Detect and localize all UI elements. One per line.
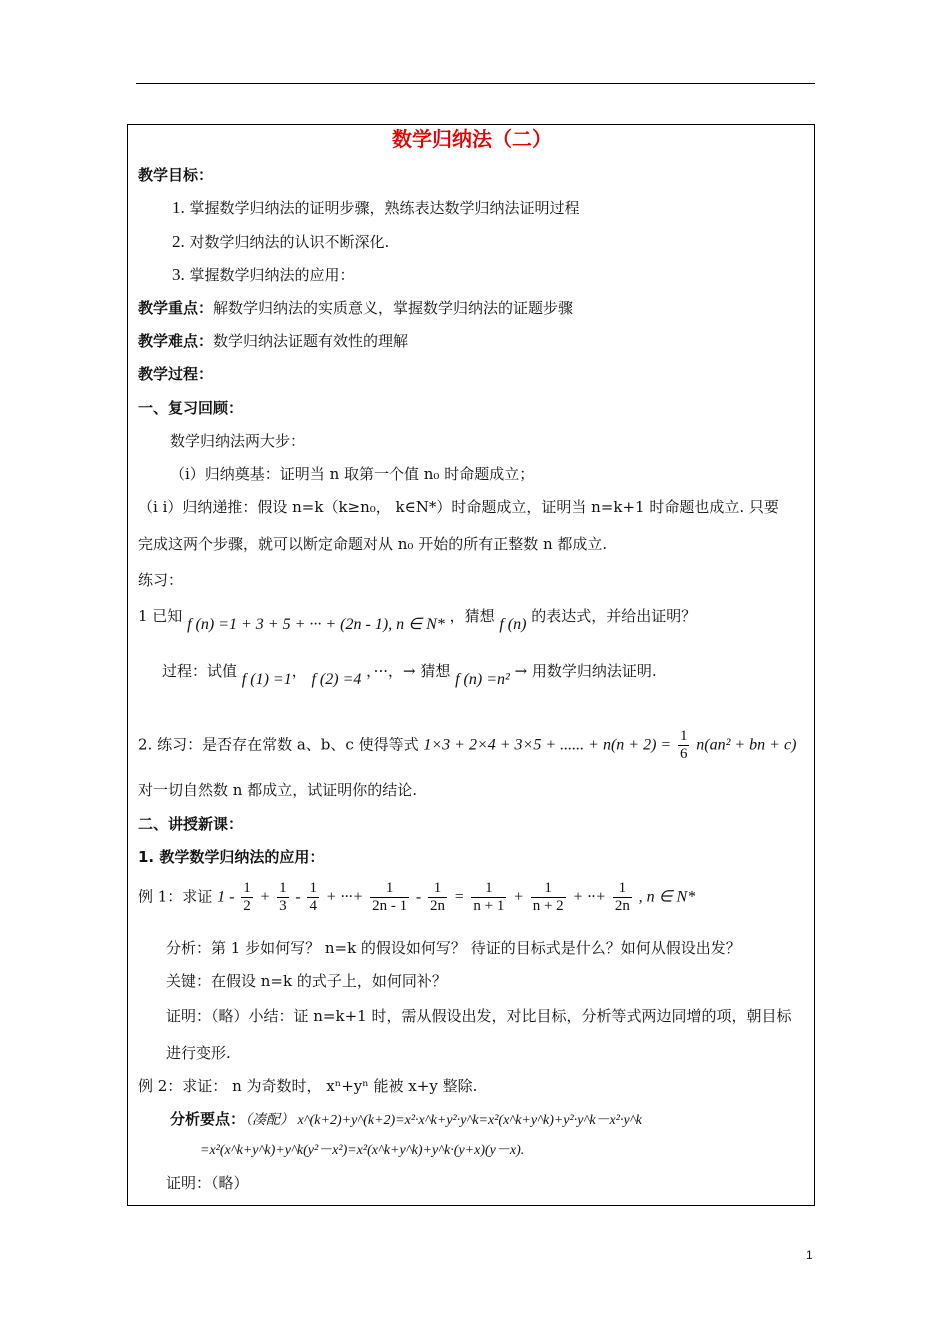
exercise-1-process: 过程：试值 f (1) =1， f (2) =4 ，···，→ 猜想 f (n) =n² → 用数学归纳法证明. [162, 662, 657, 688]
fraction: $\frac{1}{6}$ [679, 728, 688, 762]
review-step-1: （i）归纳奠基：证明当 n 取第一个值 n₀ 时命题成立； [170, 465, 535, 483]
goal-item: 1. 掌握数学归纳法的证明步骤，熟练表达数学归纳法证明过程 [172, 198, 580, 217]
practice-label: 练习： [138, 571, 184, 589]
page-title: 数学归纳法（二） [392, 127, 552, 151]
review-heading: 一、复习回顾： [138, 399, 244, 417]
header-rule [136, 83, 815, 84]
example-2-analysis: 分析要点：（凑配） x^(k+2)+y^(k+2)=x²·x^k+y²·y^k=x²(x^k+y^k)+y²·y^k－x²·y^k [170, 1110, 642, 1128]
example-2: 例 2：求证： n 为奇数时， xⁿ+yⁿ 能被 x+y 整除. [138, 1077, 478, 1095]
example-2-proof: 证明：（略） [166, 1174, 249, 1192]
section-1-heading: 1. 教学数学归纳法的应用： [138, 848, 325, 866]
review-intro: 数学归纳法两大步： [170, 432, 306, 450]
example-2-analysis-cont: =x²(x^k+y^k)+y^k(y²－x²)=x²(x^k+y^k)+y^k·(y+x)(y－x). [200, 1143, 525, 1158]
lesson-box [127, 124, 815, 1206]
goals-label: 教学目标： [138, 166, 214, 184]
example-1-proof-cont: 进行变形. [166, 1044, 231, 1062]
exercise-2-cont: 对一切自然数 n 都成立，试证明你的结论. [138, 781, 417, 799]
difficulty-row: 教学难点：数学归纳法证题有效性的理解 [138, 332, 409, 350]
exercise-2: 2. 练习：是否存在常数 a、b、c 使得等式 1×3 + 2×4 + 3×5 + ...... + n(n + 2) = $\frac{1}{6}$ n(an² + bn + c) [138, 728, 797, 762]
page-number: 1 [806, 1248, 813, 1262]
example-1-analysis: 分析：第 1 步如何写？ n=k 的假设如何写？ 待证的目标式是什么？如何从假设出发？ [166, 939, 741, 957]
new-lesson-heading: 二、讲授新课： [138, 815, 244, 833]
review-step-2-cont: 完成这两个步骤，就可以断定命题对从 n₀ 开始的所有正整数 n 都成立. [138, 535, 608, 553]
review-step-2: （i i）归纳递推：假设 n=k（k≥n₀， k∈N*）时命题成立，证明当 n=k+1 时命题也成立. 只要 [138, 498, 779, 516]
example-1-proof: 证明：（略）小结：证 n=k+1 时，需从假设出发，对比目标，分析等式两边同增的项，朝目标 [166, 1007, 792, 1025]
key-point-row: 教学重点：解数学归纳法的实质意义，掌握数学归纳法的证题步骤 [138, 299, 574, 317]
goal-item: 3. 掌握数学归纳法的应用： [172, 265, 355, 284]
goal-item: 2. 对数学归纳法的认识不断深化. [172, 232, 390, 251]
example-1: 例 1：求证 1 - $\frac{1}{2}$ + $\frac{1}{3}$ - $\frac{1}{4}$ + ···+ $\frac{1}{2n - 1}$ - $\frac{1}{2n}$ = $\frac{1}{n + 1}$ + $\frac{1}{n + 2}$ + ··+ $\frac{1}{2n}$ , n ∈ N* [138, 880, 696, 914]
example-1-key: 关键：在假设 n=k 的式子上，如何同补？ [166, 972, 447, 990]
process-label: 教学过程： [138, 365, 214, 383]
exercise-1: 1 已知 f (n) =1 + 3 + 5 + ··· + (2n - 1), n ∈ N* ，猜想 f (n) 的表达式，并给出证明？ [138, 607, 697, 633]
